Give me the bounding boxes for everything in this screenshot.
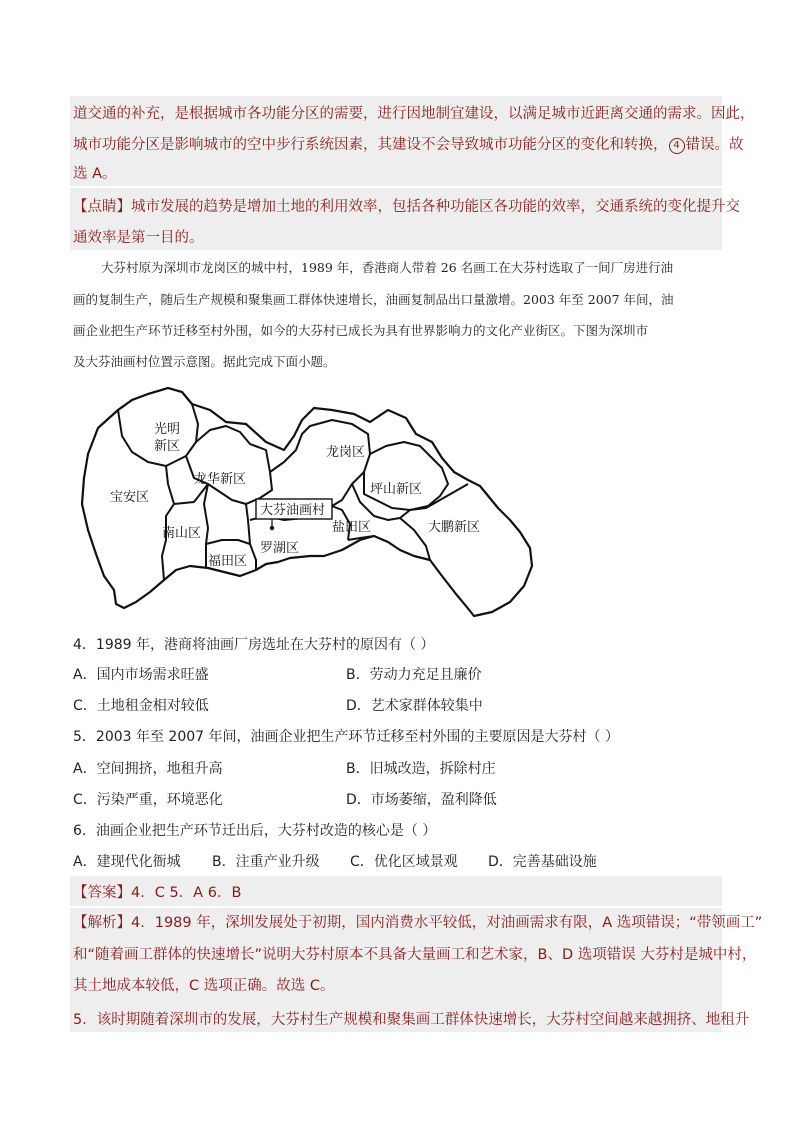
question-5-option-c: C．污染严重，环境恶化 xyxy=(73,792,223,808)
question-6-option-b: B．注重产业升级 xyxy=(212,854,320,870)
map-label-longhua: 龙华新区 xyxy=(194,472,247,487)
question-6-option-c: C．优化区域景观 xyxy=(350,854,458,870)
explanation-line-1: 道交通的补充，是根据城市各功能分区的需要，进行因地制宜建设，以满足城市近距离交通的需求。因此， xyxy=(73,106,755,122)
question-6-stem: 6．油画企业把生产环节迁出后，大芬村改造的核心是（ ） xyxy=(73,823,437,839)
map-label-dapeng: 大鹏新区 xyxy=(428,520,481,535)
map-label-longgang: 龙岗区 xyxy=(326,445,366,460)
analysis-tag: 【解析】 xyxy=(73,915,131,931)
explanation-line-2-text-b: 错误。故 xyxy=(685,137,744,153)
explanation-line-2-text-a: 城市功能分区是影响城市的空中步行系统因素，其建设不会导致城市功能分区的变化和转换， xyxy=(73,137,668,153)
question-5-option-a: A．空间拥挤，地租升高 xyxy=(73,761,223,777)
question-4-option-b: B．劳动力充足且廉价 xyxy=(346,667,482,683)
map-label-nanshan: 南山区 xyxy=(162,526,202,541)
question-4-option-c: C．土地租金相对较低 xyxy=(73,698,209,714)
answer-line xyxy=(73,883,241,903)
intro-line-2: 画的复制生产，随后生产规模和聚集画工群体快速增长，油画复制品出口量激增。2003 年至 2007 年间，油 xyxy=(73,292,674,307)
map-label-guangming-1: 光明 xyxy=(154,422,181,437)
question-6-option-a: A．建现代化衙城 xyxy=(73,854,181,870)
analysis-text-1: 4．1989 年，深圳发展处于初期，国内消费水平较低，对油画需求有限，A 选项错误；“带领画工” xyxy=(131,915,763,931)
dianjing-text-1: 城市发展的趋势是增加土地的利用效率，包括各种功能区各功能的效率，交通系统的变化提升交 xyxy=(131,199,740,215)
map-svg xyxy=(70,380,540,630)
map-label-luohu: 罗湖区 xyxy=(260,541,300,556)
question-4-option-d: D．艺术家群体较集中 xyxy=(346,698,483,714)
dianjing-tag: 【点睛】 xyxy=(73,199,131,215)
map-label-yantian: 盐田区 xyxy=(332,520,372,535)
map-label-dafen: 大芬油画村 xyxy=(260,503,326,518)
analysis-line-3: 其土地成本较低，C 选项正确。故选 C。 xyxy=(73,978,335,994)
map-label-baoan: 宝安区 xyxy=(110,490,150,505)
explanation-line-3: 选 A。 xyxy=(73,166,117,182)
dianjing-line-2: 通效率是第一目的。 xyxy=(73,230,204,246)
map-label-futian: 福田区 xyxy=(208,554,248,569)
intro-line-4: 及大芬油画村位置示意图。据此完成下面小题。 xyxy=(73,354,336,369)
map-label-guangming-2: 新区 xyxy=(154,439,181,454)
dianjing-line-1 xyxy=(73,197,740,217)
question-4-option-a: A．国内市场需求旺盛 xyxy=(73,667,209,683)
explanation-line-2 xyxy=(73,135,744,155)
question-5-option-b: B．旧城改造，拆除村庄 xyxy=(346,761,496,777)
question-6-option-d: D．完善基础设施 xyxy=(488,854,597,870)
analysis-line-2: 和“随着画工群体的快速增长”说明大芬村原本不具备大量画工和艺术家，B、D 选项错误 大芬村是城中村， xyxy=(73,947,757,963)
dafen-marker xyxy=(270,526,274,530)
circled-number: 4 xyxy=(669,138,685,154)
shenzhen-map xyxy=(70,380,540,630)
answer-tag: 【答案】 xyxy=(73,885,131,901)
intro-line-3: 画企业把生产环节迁移至村外围，如今的大芬村已成长为具有世界影响力的文化产业街区。下图为深圳市 xyxy=(73,323,649,338)
analysis-line-4: 5．该时期随着深圳市的发展，大芬村生产规模和聚集画工群体快速增长，大芬村空间越来越拥挤、地租升 xyxy=(73,1012,750,1028)
question-4-stem: 4．1989 年，港商将油画厂房选址在大芬村的原因有（ ） xyxy=(73,637,435,653)
question-5-stem: 5．2003 年至 2007 年间，油画企业把生产环节迁移至村外围的主要原因是大芬村（ ） xyxy=(73,729,619,745)
intro-line-1: 大芬村原为深圳市龙岗区的城中村，1989 年，香港商人带着 26 名画工在大芬村选取了一间厂房进行油 xyxy=(101,260,674,275)
answer-text: 4．C 5．A 6．B xyxy=(131,885,242,901)
analysis-line-1 xyxy=(73,913,762,933)
question-5-option-d: D．市场萎缩，盈利降低 xyxy=(346,792,497,808)
map-label-pingshan: 坪山新区 xyxy=(370,482,423,497)
